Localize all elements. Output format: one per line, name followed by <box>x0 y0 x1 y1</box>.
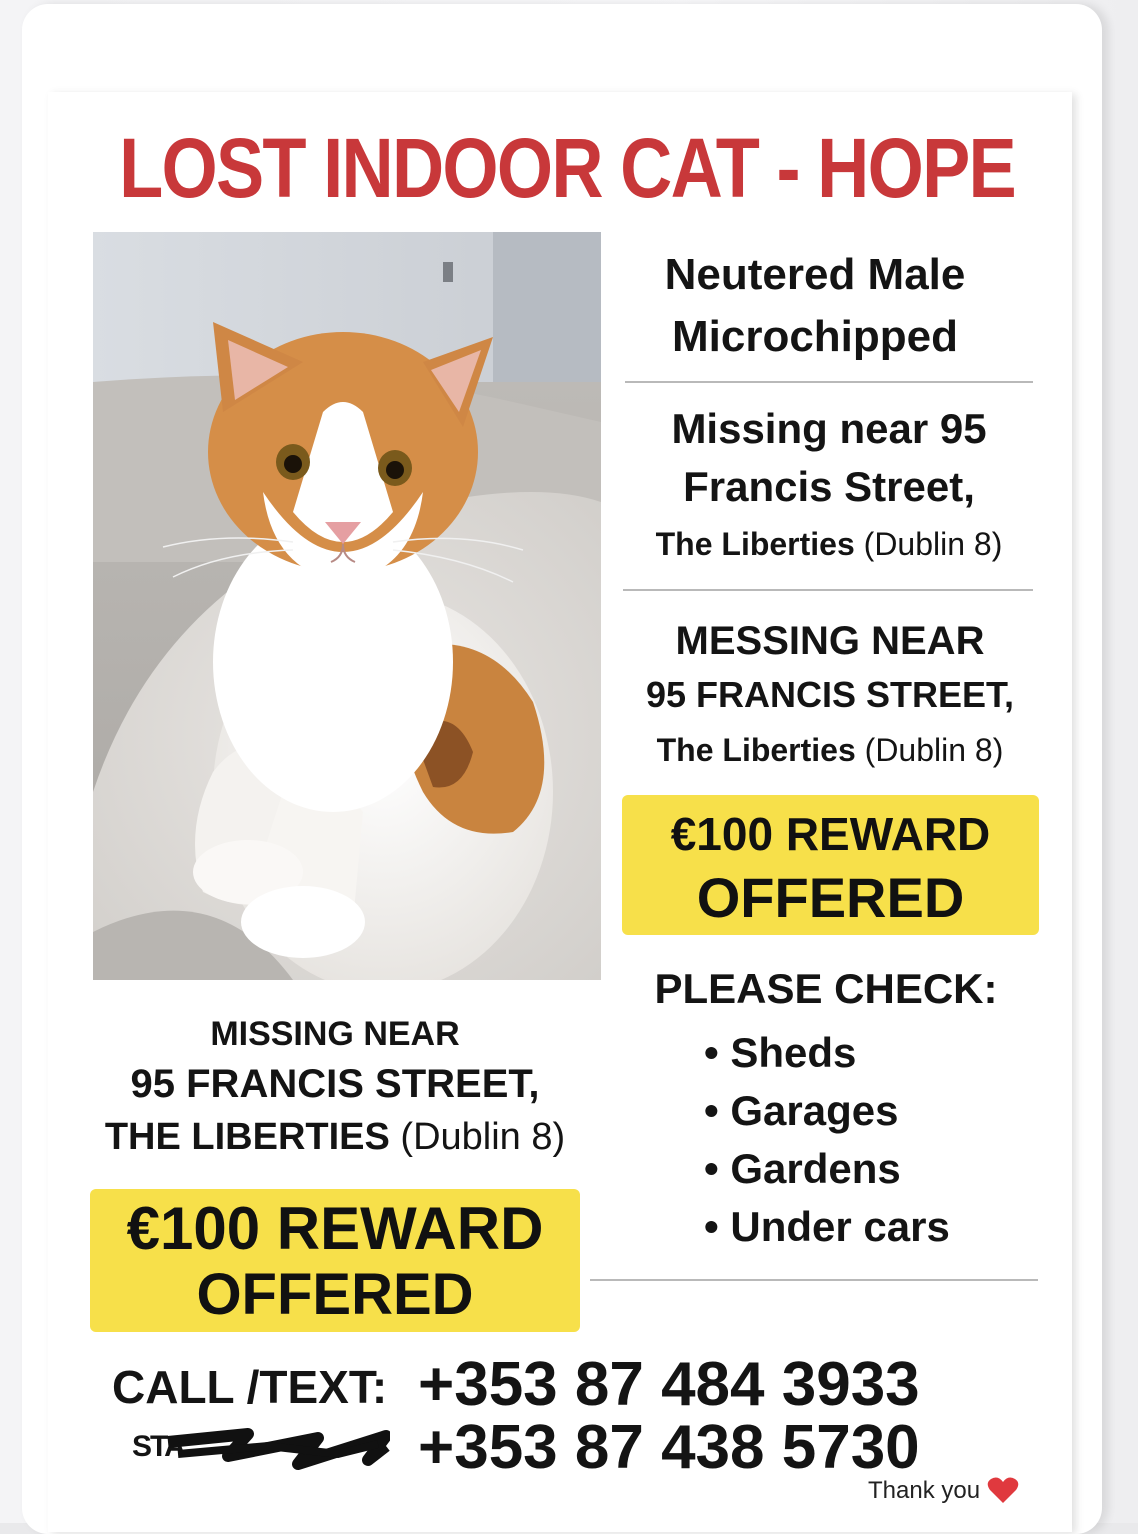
poster-title: LOST INDOOR CAT - HOPE <box>119 121 1015 215</box>
reward-2-offered: OFFERED <box>196 1262 474 1327</box>
reward-badge-1 <box>622 795 1039 935</box>
location-1-area: The Liberties <box>655 526 855 562</box>
location-1-line-3 <box>625 516 1033 572</box>
location-block-2 <box>620 614 1040 778</box>
scribbled-prefix: STA <box>132 1430 184 1463</box>
location-2-line-3 <box>620 722 1040 778</box>
phone-number-2: +353 87 438 5730 <box>418 1413 920 1482</box>
divider-1 <box>625 381 1033 383</box>
reward-1-offered: OFFERED <box>696 866 965 929</box>
location-2-area: The Liberties <box>656 732 856 768</box>
neutered-text: Neutered Male <box>664 250 966 299</box>
thank-you-text: Thank you <box>868 1477 981 1504</box>
location-1-district: (Dublin 8) <box>863 526 1003 562</box>
contact-label: CALL /TEXT: <box>112 1361 388 1413</box>
divider-3 <box>590 1279 1038 1281</box>
scribble-marks <box>128 1424 390 1474</box>
phone-number-1: +353 87 484 3933 <box>418 1350 920 1419</box>
location-3-line-1: MISSING NEAR <box>210 1015 460 1053</box>
cat-illustration <box>93 232 601 980</box>
check-list <box>704 1024 950 1256</box>
location-block-3 <box>80 1012 590 1162</box>
location-2-line-2: 95 FRANCIS STREET, <box>645 674 1015 715</box>
location-3-line-2: 95 FRANCIS STREET, <box>130 1062 540 1106</box>
divider-2 <box>623 589 1033 591</box>
check-item-under-cars: • Under cars <box>704 1198 950 1256</box>
location-3-line-3 <box>80 1112 590 1162</box>
cat-photo <box>93 232 601 980</box>
location-3-area: THE LIBERTIES <box>104 1116 390 1158</box>
check-item-sheds: • Sheds <box>704 1024 950 1082</box>
reward-2-amount: €100 REWARD <box>126 1195 544 1262</box>
location-2-district: (Dublin 8) <box>864 732 1004 768</box>
details-block <box>625 244 1005 368</box>
location-2-line-1: MESSING NEAR <box>675 619 985 663</box>
reward-1-amount: €100 REWARD <box>670 808 991 860</box>
redacted-scribble <box>128 1424 390 1474</box>
microchipped-text: Microchipped <box>671 312 959 361</box>
thank-you-note <box>868 1476 1019 1505</box>
reward-badge-2 <box>90 1189 580 1332</box>
location-1-line-2: Francis Street, <box>683 463 975 510</box>
check-item-gardens: • Gardens <box>704 1140 950 1198</box>
location-3-district: (Dublin 8) <box>400 1116 566 1158</box>
location-1-line-1: Missing near 95 <box>671 405 987 452</box>
location-block-1 <box>625 400 1033 572</box>
check-item-garages: • Garages <box>704 1082 950 1140</box>
heart-icon <box>987 1476 1019 1504</box>
please-check-heading <box>622 962 1030 1016</box>
please-check-text: PLEASE CHECK: <box>654 965 998 1012</box>
